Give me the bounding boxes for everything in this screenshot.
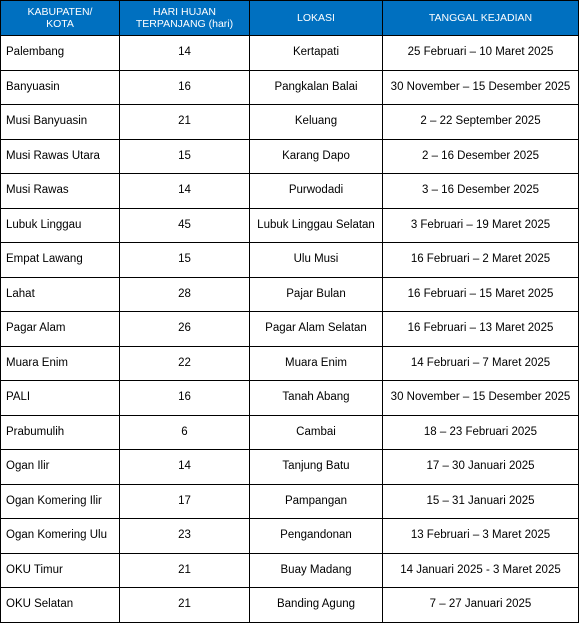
table-row xyxy=(1,553,579,588)
table-row xyxy=(1,105,579,140)
table-row xyxy=(1,36,579,71)
cell-hari: 26 xyxy=(120,312,250,347)
cell-tanggal: 15 – 31 Januari 2025 xyxy=(383,484,579,519)
cell-kabupaten: Ogan Komering Ulu xyxy=(1,519,120,554)
table-row xyxy=(1,70,579,105)
cell-lokasi: Pampangan xyxy=(250,484,383,519)
table-row xyxy=(1,174,579,209)
table-row xyxy=(1,588,579,623)
cell-hari: 16 xyxy=(120,70,250,105)
cell-lokasi: Purwodadi xyxy=(250,174,383,209)
cell-kabupaten: Pagar Alam xyxy=(1,312,120,347)
header-kabupaten-line1: KABUPATEN/ xyxy=(27,6,93,18)
cell-hari: 23 xyxy=(120,519,250,554)
header-hari-line1: HARI HUJAN xyxy=(152,6,216,18)
cell-kabupaten: Musi Rawas xyxy=(1,174,120,209)
cell-lokasi: Pajar Bulan xyxy=(250,277,383,312)
cell-kabupaten: Ogan Ilir xyxy=(1,450,120,485)
cell-hari: 45 xyxy=(120,208,250,243)
cell-hari: 28 xyxy=(120,277,250,312)
cell-lokasi: Pengandonan xyxy=(250,519,383,554)
header-row xyxy=(1,1,579,36)
cell-tanggal: 16 Februari – 13 Maret 2025 xyxy=(383,312,579,347)
cell-tanggal: 14 Februari – 7 Maret 2025 xyxy=(383,346,579,381)
table-row xyxy=(1,415,579,450)
cell-hari: 17 xyxy=(120,484,250,519)
cell-lokasi: Tanjung Batu xyxy=(250,450,383,485)
cell-kabupaten: OKU Timur xyxy=(1,553,120,588)
table-row xyxy=(1,243,579,278)
cell-tanggal: 30 November – 15 Desember 2025 xyxy=(383,381,579,416)
cell-tanggal: 3 – 16 Desember 2025 xyxy=(383,174,579,209)
cell-lokasi: Buay Madang xyxy=(250,553,383,588)
cell-lokasi: Ulu Musi xyxy=(250,243,383,278)
cell-kabupaten: OKU Selatan xyxy=(1,588,120,623)
cell-hari: 15 xyxy=(120,139,250,174)
header-hari xyxy=(120,1,250,36)
table-row xyxy=(1,519,579,554)
cell-tanggal: 2 – 16 Desember 2025 xyxy=(383,139,579,174)
cell-lokasi: Pagar Alam Selatan xyxy=(250,312,383,347)
cell-hari: 14 xyxy=(120,450,250,485)
cell-hari: 21 xyxy=(120,105,250,140)
cell-hari: 21 xyxy=(120,588,250,623)
table-row xyxy=(1,381,579,416)
cell-lokasi: Pangkalan Balai xyxy=(250,70,383,105)
cell-tanggal: 13 Februari – 3 Maret 2025 xyxy=(383,519,579,554)
cell-hari: 22 xyxy=(120,346,250,381)
cell-hari: 14 xyxy=(120,36,250,71)
header-tanggal: TANGGAL KEJADIAN xyxy=(383,1,579,36)
cell-hari: 21 xyxy=(120,553,250,588)
cell-kabupaten: Musi Rawas Utara xyxy=(1,139,120,174)
cell-lokasi: Kertapati xyxy=(250,36,383,71)
table-row xyxy=(1,450,579,485)
cell-hari: 14 xyxy=(120,174,250,209)
cell-tanggal: 18 – 23 Februari 2025 xyxy=(383,415,579,450)
cell-kabupaten: Empat Lawang xyxy=(1,243,120,278)
cell-hari: 6 xyxy=(120,415,250,450)
cell-lokasi: Banding Agung xyxy=(250,588,383,623)
cell-tanggal: 16 Februari – 2 Maret 2025 xyxy=(383,243,579,278)
cell-hari: 16 xyxy=(120,381,250,416)
cell-lokasi: Tanah Abang xyxy=(250,381,383,416)
cell-lokasi: Cambai xyxy=(250,415,383,450)
cell-kabupaten: Ogan Komering Ilir xyxy=(1,484,120,519)
cell-tanggal: 7 – 27 Januari 2025 xyxy=(383,588,579,623)
cell-kabupaten: PALI xyxy=(1,381,120,416)
cell-kabupaten: Banyuasin xyxy=(1,70,120,105)
table-row xyxy=(1,346,579,381)
cell-kabupaten: Lubuk Linggau xyxy=(1,208,120,243)
table-row xyxy=(1,208,579,243)
cell-lokasi: Lubuk Linggau Selatan xyxy=(250,208,383,243)
cell-kabupaten: Palembang xyxy=(1,36,120,71)
header-lokasi: LOKASI xyxy=(250,1,383,36)
cell-lokasi: Karang Dapo xyxy=(250,139,383,174)
cell-tanggal: 16 Februari – 15 Maret 2025 xyxy=(383,277,579,312)
cell-tanggal: 3 Februari – 19 Maret 2025 xyxy=(383,208,579,243)
header-hari-line2: TERPANJANG (hari) xyxy=(135,18,234,30)
table-row xyxy=(1,312,579,347)
cell-hari: 15 xyxy=(120,243,250,278)
cell-kabupaten: Muara Enim xyxy=(1,346,120,381)
table-row xyxy=(1,139,579,174)
cell-tanggal: 17 – 30 Januari 2025 xyxy=(383,450,579,485)
table-row xyxy=(1,277,579,312)
cell-tanggal: 2 – 22 September 2025 xyxy=(383,105,579,140)
cell-kabupaten: Musi Banyuasin xyxy=(1,105,120,140)
header-kabupaten-line2: KOTA xyxy=(46,18,74,30)
table-body xyxy=(1,36,579,623)
cell-tanggal: 25 Februari – 10 Maret 2025 xyxy=(383,36,579,71)
table-row xyxy=(1,484,579,519)
cell-kabupaten: Lahat xyxy=(1,277,120,312)
cell-kabupaten: Prabumulih xyxy=(1,415,120,450)
cell-lokasi: Keluang xyxy=(250,105,383,140)
header-kabupaten xyxy=(1,1,120,36)
cell-lokasi: Muara Enim xyxy=(250,346,383,381)
cell-tanggal: 14 Januari 2025 - 3 Maret 2025 xyxy=(383,553,579,588)
cell-tanggal: 30 November – 15 Desember 2025 xyxy=(383,70,579,105)
